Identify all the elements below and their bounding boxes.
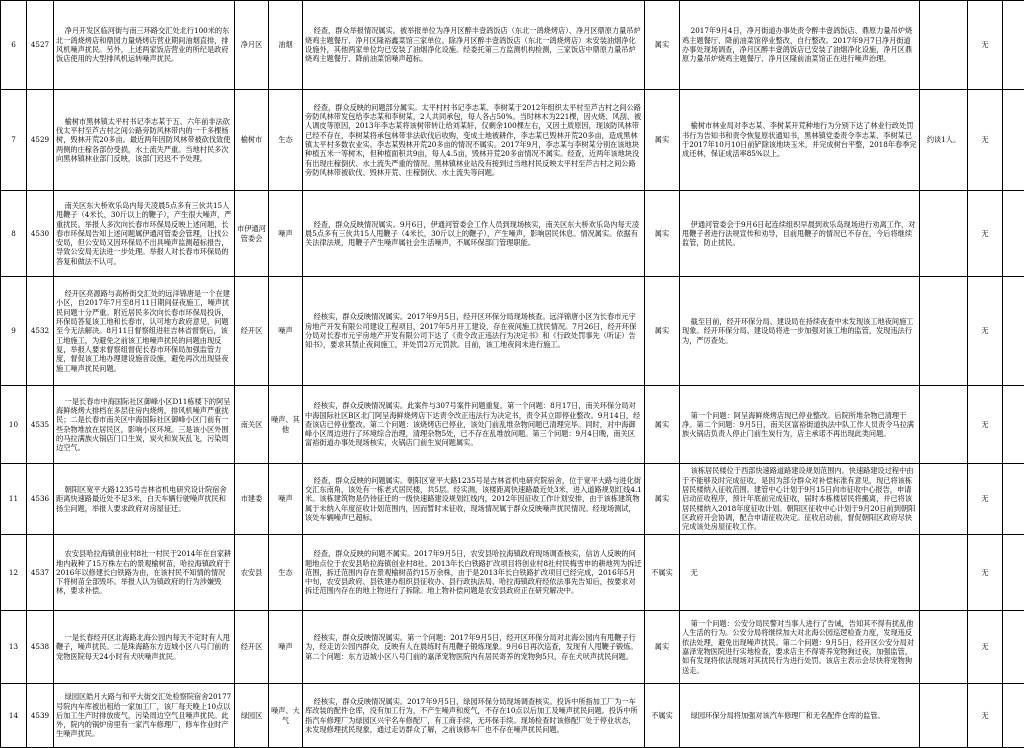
investigation-text: 经查，群众反映情况属实。9月6日，伊通河管委会工作人员到现场核实，南关区东大桥欢乐岛内每天凌晨5点多有三伙共15人甩鞭子（4米长，30斤以上的鞭子），产生噪声，影响居民休息。情况属实。依据有关法律法规，甩鞭子产生噪声属社会生活噪声，不属环保部门管理职能。 [303, 191, 645, 277]
category: 噪声 [269, 191, 303, 277]
district: 市建委 [235, 464, 269, 535]
handling-text: 第一个问题：阿呈海鲜烧烤店现已停业整改。后院所堆杂物已清理干净。第二个问题：9月5日，南关区富裕街道执法中队工作人员责令马拉满族火锅店负责人停止门前生炭行为，店主承诺不再出现此类问题。 [680, 386, 920, 464]
district: 南关区 [235, 386, 269, 464]
district: 经开区 [235, 611, 269, 684]
table-row [1, 277, 1024, 386]
handling-text: 截至目前，经开环保分局、建设局在持续夜查中未发现该工地夜间施工现象。经开环保分局、建设局将进一步加强对该工地的监管，发现违法行为，严厉查处。 [680, 277, 920, 386]
verdict: 属实 [645, 1, 680, 90]
category: 噪声 [269, 611, 303, 684]
table-row [1, 386, 1024, 464]
blank-cell [1003, 464, 1024, 535]
blank-cell [1003, 386, 1024, 464]
district: 净月区 [235, 1, 269, 90]
investigation-text: 经核实，群众反映情况属实。2017年9月5日，绿园环保分局现场调查核实。投诉中所指加工厂为一车库改装的配件仓库，没有加工行为，不产生噪声和废气，不存在10点以后加工及噪声扰民问题。投诉中所指汽车修理厂为绿园区兴宇名车修配厂，有工商手续，无环保手续。现场检查时该修配厂处于停业状态，未发现修理扰民现象，通过走访群众了解，之前该修车厂也不存在噪声扰民问题。 [303, 684, 645, 748]
accountability [920, 611, 968, 684]
rectification-status: 无 [968, 90, 1003, 191]
rectification-status: 无 [968, 386, 1003, 464]
blank-cell [1003, 535, 1024, 611]
row-number: 6 [1, 1, 27, 90]
category: 生态 [269, 535, 303, 611]
handling-text: 伊通河管委会于9月6日起连续组织早晨到欢乐岛现场进行劝离工作，对甩鞭子者进行法规宣传和劝导，目前甩鞭子的情况已不存在，今后将继续监管，防止扰民。 [680, 191, 920, 277]
investigation-text: 经查，群众反映的问题部分属实。太平村村书记李志某、李树某于2012年组织太平村至芦古村之间公路旁防风林带发包给李志某和李树某，2人共同承包，每人各占50%。当时林木为221棵，因火烧、风刮、被人调皮等原因，2013年李志某将该树带转让给刘某轩，仅剩余100棵左右，又因土质原因，现该防风林带已经不存在，李树某将承包林带非法砍伐后收购，变成土地被耕作，李志某已毁林开荒20多亩，造成黑林镇太平村多数农业实。李志某毁林开荒20多亩的情况不属实。2017年9月，李志某与李树某分别在该地块种植五米一等树木，但种植面积共9亩，每人4.5亩，毁林开荒20多亩情况不属实。经查，近两年该地块没有出现庄稼倒伏、水土流失严重的情况。黑林镇林业站没有接到过当地村民反映太平村至芦古村之间公路旁防风林带被砍伐、毁林开荒、庄稼倒伏、水土流失等问题。 [303, 90, 645, 191]
category: 噪声 [269, 464, 303, 535]
case-id: 4530 [27, 191, 54, 277]
complaint-text: 绿园区皓月大路与和平大街交汇处检察院宿舍20177号院内车库被出租给一家加工厂，该厂每天晚上10点以后加工生产时排放废气，污染周边空气且噪声扰民。此外，院内的锅炉房里有一家汽车修理厂，修车作业时产生噪声扰民。 [54, 684, 235, 748]
rectification-status: 无 [968, 191, 1003, 277]
verdict: 属实 [645, 277, 680, 386]
complaint-text: 一是长春市中海国际社区御峰小区D11栋楼下的阿呈海鲜烧烤大排档在多层住房内烧烤，排风机噪声严重扰民；二是长春市南关区中海国际社区御峰小区门前有一些杂物堆放在居民区，影响小区环境。三是该小区外围的马拉满族火锅店门口生炭，炭火和炭灰乱飞，污染周边空气。 [54, 386, 235, 464]
row-number: 14 [1, 684, 27, 748]
category: 油烟 [269, 1, 303, 90]
case-id: 4529 [27, 90, 54, 191]
accountability [920, 464, 968, 535]
case-id: 4527 [27, 1, 54, 90]
complaint-text: 南关区东大桥欢乐岛内每天凌晨5点多有三伙共15人甩鞭子（4米长，30斤以上的鞭子），产生很大噪声，严重扰民。举报人多次向长春市环保局反映上述问题，长春市环保局告知上述问题属伊通河管委会管理，让找公安局，但公安局又因环保局不出具噪声监测超标报告，导致公安局无法进一步处理。举报人对长春市环保局的答复和做法不认可。 [54, 191, 235, 277]
rectification-status: 无 [968, 684, 1003, 748]
district: 市伊通河管委会 [235, 191, 269, 277]
category: 噪声、其他 [269, 386, 303, 464]
blank-cell [1003, 90, 1024, 191]
verdict: 属实 [645, 611, 680, 684]
complaint-text: 一是长春经开区北海路北海公园内每天不定时有人甩鞭子，噪声扰民。二是珠海路东方迈城小区八号门前的宠物医院每天24小时有犬吠噪声扰民。 [54, 611, 235, 684]
table-row [1, 90, 1024, 191]
rectification-status: 无 [968, 611, 1003, 684]
case-id: 4532 [27, 277, 54, 386]
verdict: 属实 [645, 386, 680, 464]
row-number: 10 [1, 386, 27, 464]
handling-text: 无 [680, 535, 920, 611]
accountability: 约谈1人。 [920, 90, 968, 191]
table-row [1, 535, 1024, 611]
complaint-text: 农安县哈拉海镇创业村8社一村民于2014年在自家耕地内栽种了15万株左右的景观榆树苗，哈拉海镇政府于2016年以修建长白铁路为由，在该村民不知情的情况下将树苗全部毁坏。举报人认为镇政府的行为涉嫌毁林，要求补偿。 [54, 535, 235, 611]
investigation-text: 经查，群众举报情况属实。被举报单位为净月区醉丰壹鸽饭店（东北一鸽烧烤店）、净月区鼎原力量吊炉烧鸡主题餐厅、净月区隆裕鑫菜馆三家单位。除净月区醉丰壹鸽饭店（东北一鸽烧烤店）未安装油烟净化设施外，其他两家单位均已安装了油烟净化设施。经委托第三方监测机构检测，三家饭店中鼎原力量吊炉烧鸡主题餐厅、降前油菜馆噪声超标。 [303, 1, 645, 90]
row-number: 11 [1, 464, 27, 535]
case-id: 4539 [27, 684, 54, 748]
complaint-text: 经开区亮源路与高桥街交汇处的远洋锦唐是一个在建小区，自2017年7月至8月11日期间昼夜施工，噪声扰民问题十分严重。附近居民多次向长春市环保局投诉，环保局答复该工地和长春市，认可地方政府意见，问题至今无法解决。8月11日督察组进驻吉林省督察后，该工地施工，为避免之前该工地噪声扰民的问题由现反复，举报人要求督察组督促长春市环保局加强监管力度，督促该工地办理建设施音设施，避免再次出现昼夜施工噪声扰民问题。 [54, 277, 235, 386]
accountability [920, 277, 968, 386]
table-row [1, 464, 1024, 535]
category: 噪声 [269, 277, 303, 386]
complaint-text: 榆树市黑林镇太平村书记李志某于五、六年前非法砍伐太平村至芦古村之间公路旁防风林带内的一千多棵杨树，毁林开荒20多亩。最近两年因防风林带被砍伐致使两侧的庄稼各部份受损，水土流失严重。当地村民多次向黑林镇林业部门反映，该部门迟迟不予处理。 [54, 90, 235, 191]
row-number: 12 [1, 535, 27, 611]
accountability [920, 1, 968, 90]
handling-text: 该栋居民楼位于西部快速路道路建设规划范围内。快速路建设过程中由于不能够及时完成征收，是因为部分群众对补偿标准有意见，现已将该栋居民楼纳入征收范围。建管中心计划于9月15日向市征收中心报告，申请启动征收程序，预计年底前完成征收，届时本栋楼居民将搬离，并已将该居民楼纳入2018年度征收计划。朝阳区征收中心计划于9月20日前到朝阳区政府开会协调，配合申请征收决定。征收启动前，督促朝阳区政府尽快完成该处房屋征收工作。 [680, 464, 920, 535]
district: 农安县 [235, 535, 269, 611]
table-row [1, 191, 1024, 277]
blank-cell [1003, 1, 1024, 90]
blank-cell [1003, 277, 1024, 386]
district: 绿园区 [235, 684, 269, 748]
row-number: 9 [1, 277, 27, 386]
blank-cell [1003, 611, 1024, 684]
case-id: 4537 [27, 535, 54, 611]
investigation-text: 经查，群众反映的问题属实。朝阳区宽平大路1235号是吉林省机电研究院宿舍，位于宽平大路与进化街交汇东南角，该处有一栋老式居民楼，共5层。经实测，该楼距离快速路最近处3米，进入道路规划红线4.1米。该栋建筑物是仍待征迁的一级快速路建设规划红线内，2012年因征收工作计划安排，由于该栋建筑物属于未纳入年度征收计划范围内，因而暂时未征收，现场情况属于群众反映噪声扰民情况。经现场测试，该处车辆噪声已超标。 [303, 464, 645, 535]
row-number: 7 [1, 90, 27, 191]
handling-text: 2017年9月4日，净月街道办事处责令醉丰壹鸽饭店、鼎原力量吊炉烧鸡主题餐厅、降前油菜馆停业整改，自行整改。2017年9月7日净月街道办事处现场调查，净月区醉丰壹鸽饭店已安装了油烟净化设施，净月区鼎原力量吊炉烧鸡主题餐厅、净月区隆前油菜馆正在进行噪声治理。 [680, 1, 920, 90]
handling-text: 绿园环保分局将加强对该汽车修理厂和无名配件仓库的监管。 [680, 684, 920, 748]
rectification-status: 无 [968, 464, 1003, 535]
row-number: 13 [1, 611, 27, 684]
case-id: 4538 [27, 611, 54, 684]
rectification-status: 无 [968, 1, 1003, 90]
verdict: 不属实 [645, 684, 680, 748]
verdict: 属实 [645, 464, 680, 535]
accountability [920, 535, 968, 611]
accountability [920, 386, 968, 464]
rectification-status: 无 [968, 277, 1003, 386]
complaint-text: 净月开发区临河街与南三环路交汇处北行100米的东北一鸽烧烤店和鼎园力量烧烤店营业期间油烟直排，排风机噪声扰民。另外，上述两家饭店营业的所纪是政府饭店使用的大型排风机运转噪声扰民。 [54, 1, 235, 90]
verdict: 属实 [645, 90, 680, 191]
investigation-text: 经核实，群众反映情况属实。此案件与307号案件问题重复。第一个问题：8月17日，南关环保分局对中海国际社区B区北门阿呈海鲜烧烤店下达责令改正违法行为决定书，责令其立即停业整改。9月14日，经查该店已停业整改。第二个问题：该烧烤店已停业，该处门前乱堆杂物问题已清理完毕。同时，对中海御峰小区周边进行了环境综合治理，清理杂物5处，已不存在乱堆放问题。第三个问题：9月4日晚，南关区富裕街道办事处现场核实，火锅店门前生炭问题属实。 [303, 386, 645, 464]
verdict: 属实 [645, 191, 680, 277]
district: 经开区 [235, 277, 269, 386]
row-number: 8 [1, 191, 27, 277]
case-id: 4535 [27, 386, 54, 464]
table-row [1, 1, 1024, 90]
category: 噪声、大气 [269, 684, 303, 748]
complaint-text: 朝阳区宽平大路1235号吉林省机电研究设计院宿舍距离快速路最近处不足3米，白天车辆行驶噪声扰民和扬尘问题，举报人要求政府对房屋征迁。 [54, 464, 235, 535]
rectification-status: 无 [968, 535, 1003, 611]
investigation-text: 经核实，群众反映情况属实。第一个问题：2017年9月5日，经开区环保分局对北海公园内有甩鞭子行为，经走访公园内群众，反映有人在晨练时有甩鞭子锻炼现象。9月6日再次巡查，发现有人甩鞭子锻炼。第二个问题：东方迈城小区八号门前的嘉泽宠物医院内有居民寄养的宠物狗5只，存在犬吠声扰民问题。 [303, 611, 645, 684]
case-id: 4536 [27, 464, 54, 535]
table-row [1, 611, 1024, 684]
handling-text: 第一个问题：公安分局民警对当事人进行了告诫，告知其不得有扰乱他人生活的行为。公安分局将继续加大对北海公园巡逻检查力度，发现违反依法处理，避免出现噪声扰民。第二个问题：9月5日，经开区公安分局对嘉泽宠物医院进行实地检查，要求店主不得寄养宠物狗过夜，加强监管，如有发现将依法现场对其扰民行为进行处罚。该店主表示会尽快将宠物狗送走。 [680, 611, 920, 684]
category: 生态 [269, 90, 303, 191]
accountability [920, 191, 968, 277]
district: 榆树市 [235, 90, 269, 191]
investigation-text: 经核实，群众反映情况属实。2017年9月5日，经开区环保分局现场核查。远洋锦唐小区为长春市元宇房地产开发有限公司建设工程项目，2017年5月开工建设，存在夜间施工扰民情况。7月26日，经开环保分局对长春市元宇房地产开发有限公司下达了《责令改正违法行为决定书》和《行政处罚事先（听证）告知书》，要求其禁止夜间施工，并处罚2万元罚款。目前，该工地夜间未进行施工。 [303, 277, 645, 386]
handling-text: 榆树市林业局对李志某、李树某开荒种地行为分别下达了林业行政处罚书行为告知书和责令恢复原状通知书，黑林镇党委责令李志某、李树某已于2017年10月10日前铲除该地块玉米，并完成树台平整，2018年春季完成还林，保证成活率85%以上。 [680, 90, 920, 191]
investigation-text: 经查，群众反映的问题不属实。2017年9月5日，农安县哈拉海镇政府现场调查核实，信访人反映的问题地点位于农安县哈拉海镇创业村8社。2013年长白铁路扩改项目将创业村8社村民梅雪申的耕地列为拆迁范围，拆迁范围内存在景观榆树苗约15万余株，由于是2013年长白铁路扩改项目已经完成，2016年5月中旬，农安县政府、县铁建办组织县征收办、县行政执法局、哈拉海镇政府经依法事先告知后，按要求对拆迁范围内存在的地上物进行了拆除。地上物补偿问题是农安县政府正在研究解决中。 [303, 535, 645, 611]
verdict: 不属实 [645, 535, 680, 611]
blank-cell [1003, 191, 1024, 277]
